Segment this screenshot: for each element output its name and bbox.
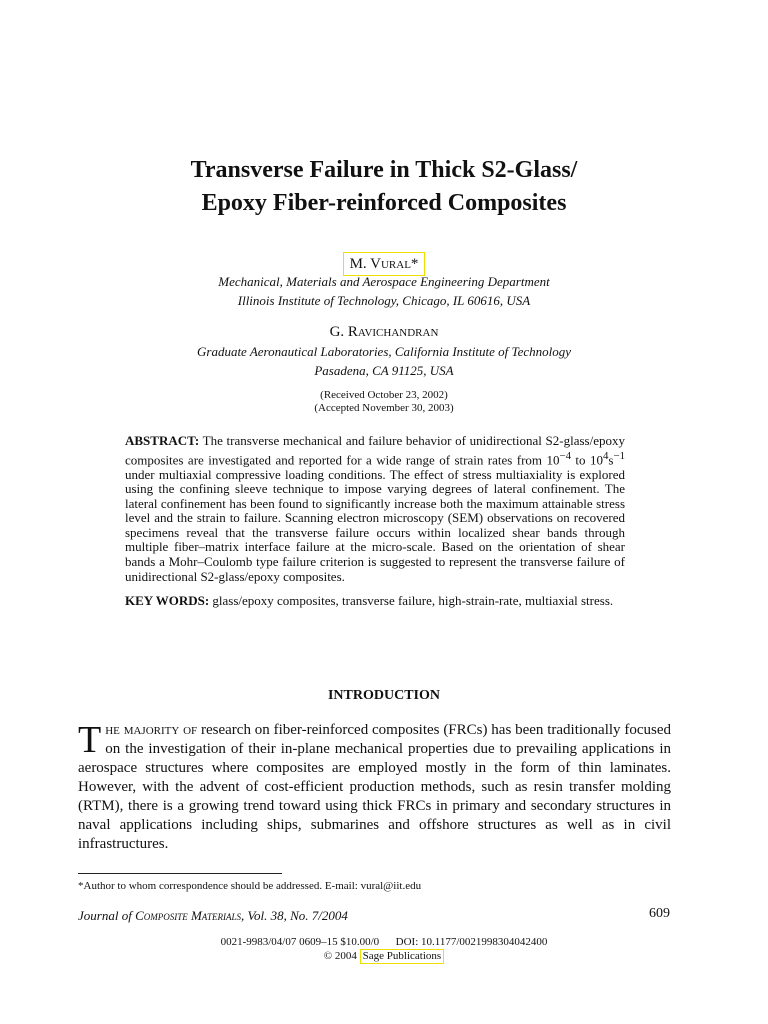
received-date: (Received October 23, 2002) — [320, 389, 448, 401]
accepted-date: (Accepted November 30, 2003) — [314, 402, 454, 414]
author-2-surname: avichandran — [357, 324, 439, 340]
author-1-affiliation — [0, 272, 768, 310]
affiliation-2-line-2: Pasadena, CA 91125, USA — [314, 363, 454, 378]
abstract-text-1: The transverse mechanical and failure behavior of unidirectional S2-glass/epoxy composites are investigated and reported for a wide range of strain rates from 10 — [125, 433, 625, 467]
keywords-paragraph — [125, 594, 625, 609]
introduction-paragraph — [78, 721, 671, 854]
abstract-paragraph — [125, 434, 625, 584]
received-dates — [0, 389, 768, 415]
issn-block — [0, 936, 768, 964]
affiliation-1-line-2: Illinois Institute of Technology, Chicago, IL 60616, USA — [237, 293, 531, 308]
journal-name: Composite Materials, — [135, 908, 245, 923]
author-2 — [0, 322, 768, 342]
abstract-text-2: to 10 — [571, 451, 603, 467]
intro-text: research on fiber-reinforced composites (FRCs) has been traditionally focused on the investigation of their in-plane mechanical properties due to prevailing applications in aerospace structures where composites are employed mostly in the form of thin laminates. However, with the advent of cost-efficient production methods, such as resin transfer molding (RTM), there is a growing trend toward using thick FRCs in primary and secondary structures in naval applications including ships, submarines and offshore structures as well as in civil infrastructures. — [78, 722, 672, 852]
intro-smallcaps-lead: he majority of — [105, 722, 198, 738]
footnote-rule — [78, 873, 282, 874]
author-1-surname: ural* — [380, 256, 419, 272]
abstract-label: ABSTRACT: — [125, 433, 200, 448]
keywords-label: KEY WORDS: — [125, 593, 210, 609]
journal-prefix: Journal of — [78, 908, 136, 923]
author-1-initial: M. V — [349, 256, 381, 272]
affiliation-1-line-1: Mechanical, Materials and Aerospace Engineering Department — [218, 274, 550, 289]
title-line-1: Transverse Failure in Thick S2-Glass/ — [190, 157, 578, 183]
issn-doi: 0021-9983/04/07 0609–15 $10.00/0 DOI: 10.1177/0021998304042400 — [220, 936, 548, 948]
abstract-block — [125, 434, 625, 609]
copyright-line — [0, 949, 768, 964]
publisher-link[interactable]: Sage Publications — [360, 949, 445, 964]
abstract-exp-2: 4 — [602, 449, 609, 462]
keywords-text: glass/epoxy composites, transverse failure, high-strain-rate, multiaxial stress. — [209, 593, 614, 609]
author-2-affiliation — [0, 342, 768, 380]
page-number: 609 — [649, 906, 670, 921]
abstract-exp-1: −4 — [559, 449, 571, 462]
affiliation-2-line-1: Graduate Aeronautical Laboratories, California Institute of Technology — [197, 344, 571, 359]
journal-citation — [78, 908, 348, 924]
author-2-initial: G. R — [329, 324, 358, 340]
introduction-heading: INTRODUCTION — [327, 688, 440, 703]
paper-title — [0, 154, 768, 220]
copyright-prefix: © 2004 — [323, 950, 360, 962]
abstract-exp-3: −1 — [613, 449, 625, 462]
abstract-unit: s — [608, 451, 614, 467]
journal-volume: Vol. 38, No. 7/2004 — [244, 908, 348, 923]
footnote: *Author to whom correspondence should be addressed. E-mail: vural@iit.edu — [78, 880, 422, 892]
drop-cap: T — [78, 719, 102, 761]
introduction-body — [78, 721, 671, 854]
title-line-2: Epoxy Fiber-reinforced Composites — [201, 190, 567, 216]
abstract-text-3: under multiaxial compressive loading conditions. The effect of stress multiaxiality is explored using the confining sleeve technique to impose varying degrees of lateral confinement. The lateral confinement has been found to significantly increase both the maximum attainable stress level and the strain to failure. Scanning electron microscopy (SEM) observations on recovered specimens reveal that the transverse failure occurs within localized shear bands through multiple fiber–matrix interface failure at the micro-scale. Based on the orientation of shear bands a Mohr–Coulomb type failure criterion is suggested to represent the transverse failure of unidirectional S2-glass/epoxy composites. — [125, 466, 625, 584]
